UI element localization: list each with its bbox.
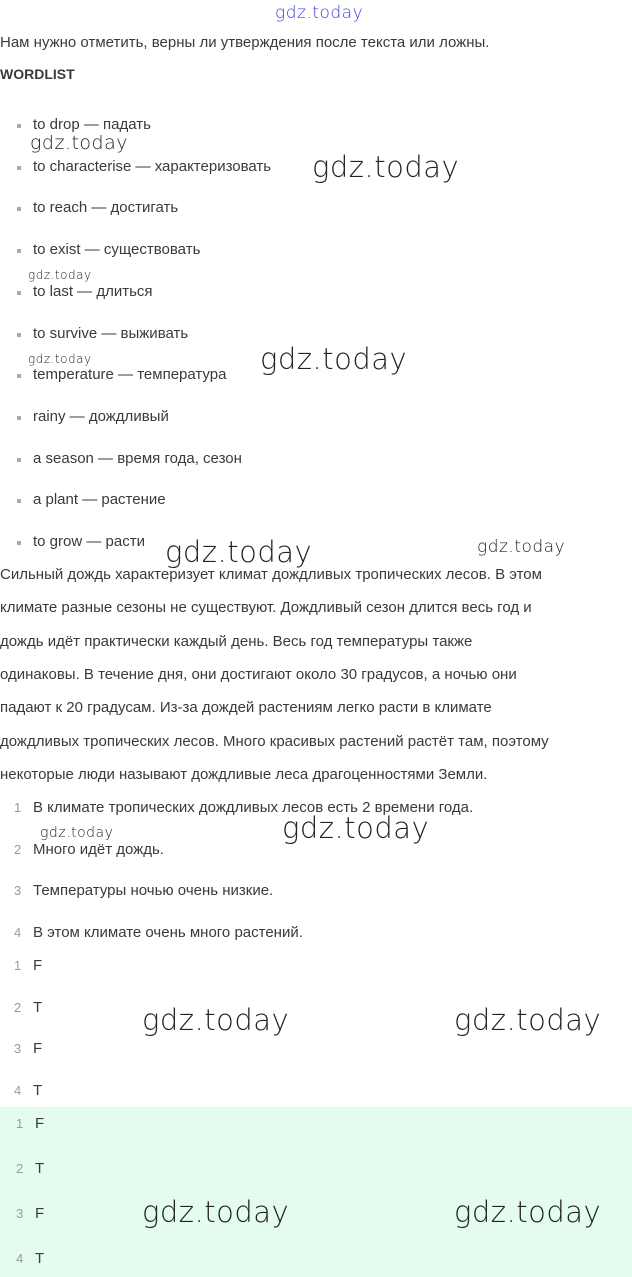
bullet-icon [17,207,21,211]
paragraph-line: Сильный дождь характеризует климат дождливых тропических лесов. В этом [0,566,542,583]
statement-text: Температуры ночью очень низкие. [33,882,274,900]
paragraph-line: дождливых тропических лесов. Много красивых растений растёт там, поэтому [0,732,549,750]
statement-text: В этом климате очень много растений. [33,924,303,942]
answer-value: T [33,998,43,1016]
watermark: gdz.today [28,268,92,282]
watermark: gdz.today [28,352,92,366]
bullet-icon [17,374,21,378]
wordlist-item: to survive — выживать [33,324,189,342]
watermark: gdz.today [282,811,430,845]
wordlist-item: to reach — достигать [33,199,179,217]
statement-text: В климате тропических дождливых лесов есть 2 времени года. [33,799,474,816]
bullet-icon [17,458,21,462]
bullet-icon [17,499,21,503]
wordlist-item: to grow — расти [33,533,145,550]
paragraph-line: климате разные сезоны не существуют. Дождливый сезон длится весь год и [0,599,532,617]
bullet-icon [17,291,21,295]
answer-value: F [33,957,43,974]
wordlist-item: temperature — температура [33,366,227,384]
statement-number: 4 [14,925,22,941]
watermark: gdz.today [477,537,566,557]
answer-number: 2 [16,1161,24,1176]
paragraph-line: некоторые люди называют дождливые леса драгоценностями Земли. [0,765,488,783]
header-watermark-logo: gdz.today [275,3,364,23]
answer-value: T [35,1250,45,1267]
statement-number: 2 [14,841,22,857]
wordlist-heading: WORDLIST [0,66,75,82]
answer-number: 3 [16,1206,24,1221]
statement-number: 3 [14,883,22,899]
bullet-icon [17,124,21,128]
answer-value: T [35,1160,45,1177]
answer-number: 3 [14,1041,22,1057]
paragraph-line: падают к 20 градусам. Из-за дождей растениям легко расти в климате [0,699,492,717]
watermark: gdz.today [454,1003,602,1037]
wordlist-item: to drop — падать [33,116,151,133]
wordlist-item: rainy — дождливый [33,407,169,425]
highlighted-answer-block [0,1107,632,1277]
watermark: gdz.today [165,535,313,569]
answer-number: 4 [14,1083,22,1099]
bullet-icon [17,249,21,253]
paragraph-line: одинаковы. В течение дня, они достигают около 30 градусов, а ночью они [0,665,517,683]
answer-number: 4 [16,1251,24,1266]
bullet-icon [17,541,21,545]
answer-number: 1 [14,958,22,973]
watermark: gdz.today [312,150,460,184]
intro-text: Нам нужно отметить, верны ли утверждения после текста или ложны. [0,34,490,51]
bullet-icon [17,166,21,170]
wordlist-item: to last — длиться [33,282,153,300]
wordlist-item: to exist — существовать [33,241,201,259]
watermark: gdz.today [142,1195,290,1229]
statement-text: Много идёт дождь. [33,840,164,858]
answer-number: 1 [16,1116,24,1131]
wordlist-item: a season — время года, сезон [33,449,242,467]
answer-value: F [33,1040,43,1058]
watermark: gdz.today [40,825,114,841]
watermark: gdz.today [454,1195,602,1229]
wordlist-item: a plant — растение [33,491,166,509]
answer-value: F [35,1115,45,1132]
bullet-icon [17,416,21,420]
statement-number: 1 [14,800,22,815]
wordlist-item: to characterise — характеризовать [33,157,272,175]
watermark: gdz.today [260,342,408,376]
watermark: gdz.today [30,132,128,154]
answer-number: 2 [14,999,22,1015]
bullet-icon [17,333,21,337]
paragraph-line: дождь идёт практически каждый день. Весь год температуры также [0,632,473,650]
watermark: gdz.today [142,1003,290,1037]
answer-value: F [35,1205,45,1222]
answer-value: T [33,1082,43,1100]
